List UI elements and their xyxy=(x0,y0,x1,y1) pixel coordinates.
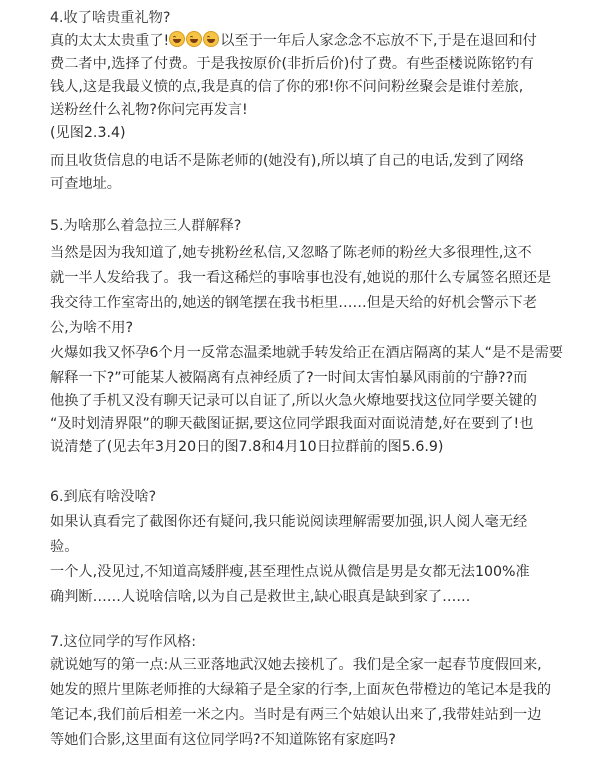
section-4-line-6: 而且收货信息的电话不是陈老师的(她没有),所以填了自己的电话,发到了网络 xyxy=(50,153,525,169)
section-6-line-3: 一个人,没见过,不知道高矮胖瘦,甚至理性点说从微信是男是女都无法100%准 xyxy=(50,564,530,580)
section-5-line-9: 说清楚了(见去年3月20日的图7.8和4月10日拉群前的图5.6.9) xyxy=(50,439,444,455)
section-4-line-2: 费二者中,选择了付费。于是我按原价(非折后价)付了费。有些歪楼说陈铭钓有 xyxy=(50,56,534,72)
section-4-line-5: (见图2.3.4) xyxy=(50,125,126,141)
section-4-line-4: 送粉丝什么礼物?你问完再发言! xyxy=(50,102,248,118)
grin-sweat-emoji-icon xyxy=(186,31,202,47)
section-6-heading: 6.到底有啥没啥? xyxy=(50,489,157,505)
section-5-line-6: 解释一下?”可能某人被隔离有点神经质了?一时间太害怕暴风雨前的宁静??而 xyxy=(50,370,528,386)
section-5-line-3: 我交待工作室寄出的,她送的钢笔摆在我书柜里……但是天给的好机会警示下老 xyxy=(50,295,537,311)
grin-sweat-emoji-icon xyxy=(169,31,185,47)
section-6-line-4: 确判断……人说啥信啥,以为自己是救世主,缺心眼真是缺到家了…… xyxy=(50,589,471,605)
section-6-line-2: 验。 xyxy=(50,539,79,555)
section-7-line-1: 就说她写的第一点:从三亚落地武汉她去接机了。我们是全家一起春节度假回来, xyxy=(50,657,542,673)
section-7-line-3: 笔记本,我们前后相差一米之内。当时是有两三个姑娘认出来了,我带娃站到一边 xyxy=(50,707,542,723)
grin-sweat-emoji-icon xyxy=(203,31,219,47)
section-5-line-7: 他换了手机又没有聊天记录可以自证了,所以火急火燎地要找这位同学要关键的 xyxy=(50,393,537,409)
section-5-line-5: 火爆如我又怀孕6个月一反常态温柔地就手转发给正在酒店隔离的某人“是不是需要 xyxy=(50,345,563,361)
section-5-heading: 5.为啥那么着急拉三人群解释? xyxy=(50,218,242,234)
section-7-line-2: 她发的照片里陈老师推的大绿箱子是全家的行李,上面灰色带橙边的笔记本是我的 xyxy=(50,682,552,698)
section-5-line-4: 公,为啥不用? xyxy=(50,320,133,336)
section-5-line-8: “及时划清界限”的聊天截图证据,要这位同学跟我面对面说清楚,好在要到了!也 xyxy=(50,416,534,432)
section-4-line-1 xyxy=(50,31,587,51)
section-7-line-4: 等她们合影,这里面有这位同学吗?不知道陈铭有家庭吗? xyxy=(50,732,396,748)
section-4-heading: 4.收了啥贵重礼物? xyxy=(50,10,171,26)
section-7-heading: 7.这位同学的写作风格: xyxy=(50,634,197,650)
section-5-line-2: 就一半人发给我了。我一看这稀烂的事啥事也没有,她说的那什么专属签名照还是 xyxy=(50,270,552,286)
section-4-line-3: 钱人,这是我最义愤的点,我是真的信了你的邪!你不问问粉丝聚会是谁付差旅, xyxy=(50,79,524,95)
text-segment: 以至于一年后人家念念不忘放不下,于是在退回和付 xyxy=(220,33,537,49)
section-4-line-7: 可查地址。 xyxy=(50,176,121,192)
section-5-line-1: 当然是因为我知道了,她专挑粉丝私信,又忽略了陈老师的粉丝大多很理性,这不 xyxy=(50,245,532,261)
text-segment: 真的太太太贵重了! xyxy=(50,33,170,49)
section-6-line-1: 如果认真看完了截图你还有疑问,我只能说阅读理解需要加强,识人阅人毫无经 xyxy=(50,514,528,530)
